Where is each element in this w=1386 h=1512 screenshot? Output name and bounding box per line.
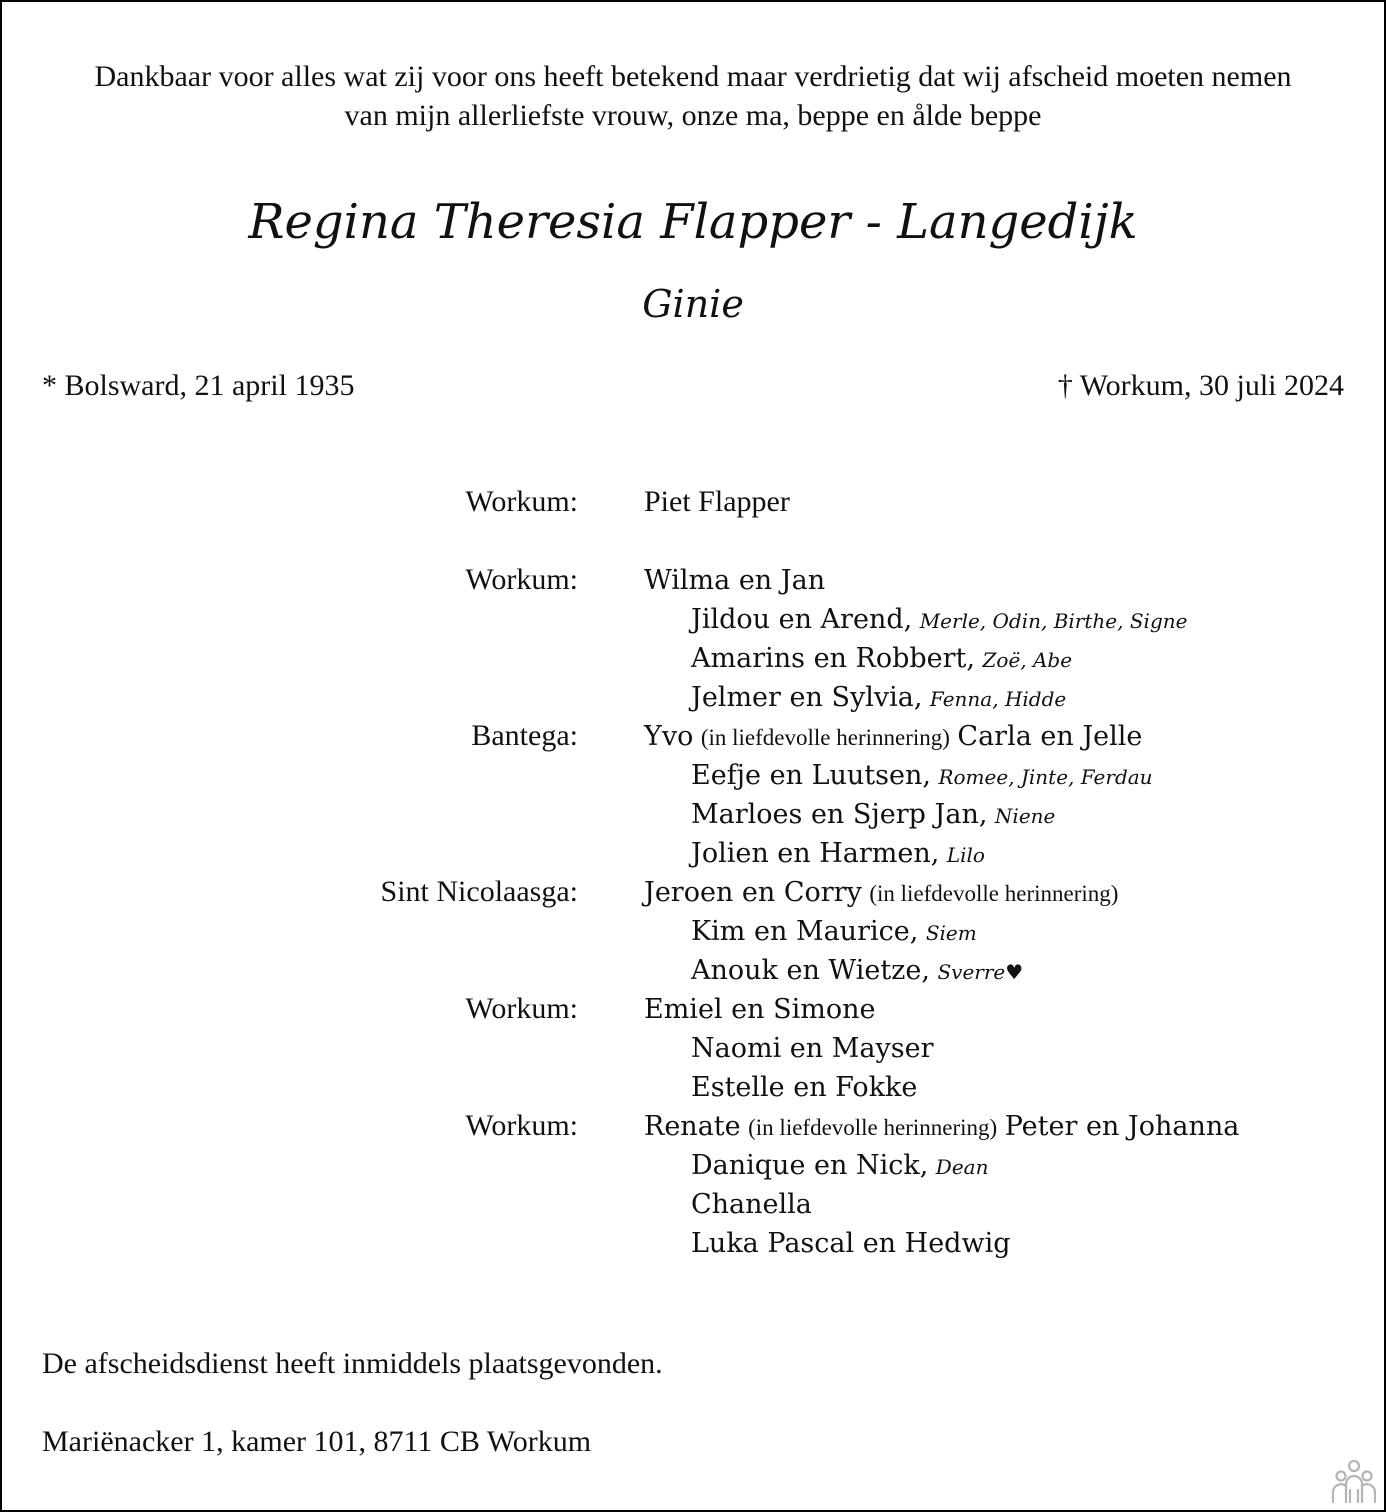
grandchild-names: Jildou en Arend, — [691, 604, 913, 635]
family-group-row — [2, 560, 1386, 599]
great-grandchildren-names: Fenna, Hidde — [929, 687, 1067, 711]
deceased-nickname: Ginie — [642, 282, 744, 326]
grandchild-row — [2, 1067, 1386, 1106]
grandchild-names: Jelmer en Sylvia, — [691, 682, 923, 713]
grandchild-names: Luka Pascal en Hedwig — [691, 1228, 1011, 1259]
group-place: Workum: — [465, 1109, 578, 1142]
grandchild-names: Amarins en Robbert, — [691, 643, 975, 674]
grandchild-entry — [691, 755, 1153, 797]
great-grandchildren-names: Dean — [935, 1155, 989, 1179]
grandchild-names: Danique en Nick, — [691, 1150, 929, 1181]
grandchild-entry — [691, 1067, 917, 1107]
great-grandchildren-names: Merle, Odin, Birthe, Signe — [919, 609, 1188, 633]
birth-date: * Bolsward, 21 april 1935 — [42, 369, 355, 402]
great-grandchildren-names: Niene — [994, 804, 1056, 828]
great-grandchildren-names: Romee, Jinte, Ferdau — [938, 765, 1153, 789]
grandchild-names: Eefje en Luutsen, — [691, 760, 931, 791]
group-main-names: Emiel en Simone — [644, 994, 876, 1025]
group-main — [644, 716, 1142, 757]
grandchild-entry — [691, 677, 1066, 719]
grandchild-row — [2, 599, 1386, 638]
people-group-icon — [1330, 1458, 1378, 1504]
grandchild-row — [2, 950, 1386, 989]
grandchild-row — [2, 1145, 1386, 1184]
grandchild-names: Naomi en Mayser — [691, 1033, 934, 1064]
grandchild-names: Estelle en Fokke — [691, 1072, 918, 1103]
grandchild-row — [2, 794, 1386, 833]
group-main-names-after: Peter en Johanna — [1004, 1111, 1240, 1142]
family-group-row — [2, 989, 1386, 1028]
group-main — [644, 1106, 1239, 1147]
group-main-names: Wilma en Jan — [644, 565, 826, 596]
grandchild-entry — [691, 950, 1023, 992]
grandchild-entry — [691, 1145, 988, 1187]
family-group-row — [2, 716, 1386, 755]
grandchild-entry — [691, 1223, 1011, 1263]
grandchild-entry — [691, 1028, 934, 1068]
spouse-place: Workum: — [465, 485, 578, 518]
grandchild-row — [2, 755, 1386, 794]
in-memoriam-note: (in liefdevolle herinnering) — [748, 1115, 998, 1140]
group-place: Bantega: — [471, 719, 578, 752]
group-main — [644, 989, 875, 1029]
group-place: Sint Nicolaasga: — [380, 875, 578, 908]
address: Mariënacker 1, kamer 101, 8711 CB Workum — [42, 1425, 592, 1458]
intro-text — [2, 57, 1384, 135]
deceased-full-name: Regina Theresia Flapper - Langedijk — [248, 194, 1138, 250]
group-place: Workum: — [465, 563, 578, 596]
grandchild-entry — [691, 794, 1055, 836]
grandchild-row — [2, 833, 1386, 872]
intro-line-2: van mijn allerliefste vrouw, onze ma, beppe en ålde beppe — [344, 99, 1042, 132]
grandchild-entry — [691, 833, 985, 875]
great-grandchildren-names: Zoë, Abe — [982, 648, 1073, 672]
grandchild-row — [2, 1028, 1386, 1067]
grandchild-names: Kim en Maurice, — [691, 916, 919, 947]
family-list — [2, 482, 1386, 1262]
great-grandchildren-names: Sverre♥ — [937, 960, 1024, 984]
group-main-names-after: Carla en Jelle — [957, 721, 1143, 752]
intro-line-1: Dankbaar voor alles wat zij voor ons heeft betekend maar verdrietig dat wij afscheid moeten nemen — [94, 60, 1292, 93]
grandchild-names: Jolien en Harmen, — [691, 838, 940, 869]
group-main-names: Renate — [644, 1111, 741, 1142]
group-main-names: Jeroen en Corry — [644, 877, 862, 908]
great-grandchildren-names: Lilo — [946, 843, 985, 867]
life-dates — [42, 366, 1344, 406]
grandchild-row — [2, 677, 1386, 716]
spouse-row — [2, 482, 1386, 521]
family-group-row — [2, 872, 1386, 911]
group-place: Workum: — [465, 992, 578, 1025]
grandchild-row — [2, 1184, 1386, 1223]
grandchild-entry — [691, 1184, 812, 1224]
spouse-name: Piet Flapper — [644, 485, 790, 518]
grandchild-row — [2, 1223, 1386, 1262]
grandchild-entry — [691, 638, 1072, 680]
family-group-row — [2, 1106, 1386, 1145]
group-main — [644, 560, 825, 600]
service-notice: De afscheidsdienst heeft inmiddels plaatsgevonden. — [42, 1347, 663, 1380]
in-memoriam-note: (in liefdevolle herinnering) — [700, 725, 950, 750]
grandchild-names: Anouk en Wietze, — [691, 955, 930, 986]
group-main — [644, 872, 1118, 913]
grandchild-names: Chanella — [691, 1189, 812, 1220]
grandchild-row — [2, 638, 1386, 677]
great-grandchildren-names: Siem — [925, 921, 977, 945]
grandchild-row — [2, 911, 1386, 950]
spacer — [2, 521, 1386, 560]
grandchild-names: Marloes en Sjerp Jan, — [691, 799, 988, 830]
grandchild-entry — [691, 911, 977, 953]
in-memoriam-note: (in liefdevolle herinnering) — [869, 881, 1119, 906]
group-main-names: Yvo — [644, 721, 694, 752]
grandchild-entry — [691, 599, 1187, 641]
death-date: † Workum, 30 juli 2024 — [1057, 369, 1344, 402]
